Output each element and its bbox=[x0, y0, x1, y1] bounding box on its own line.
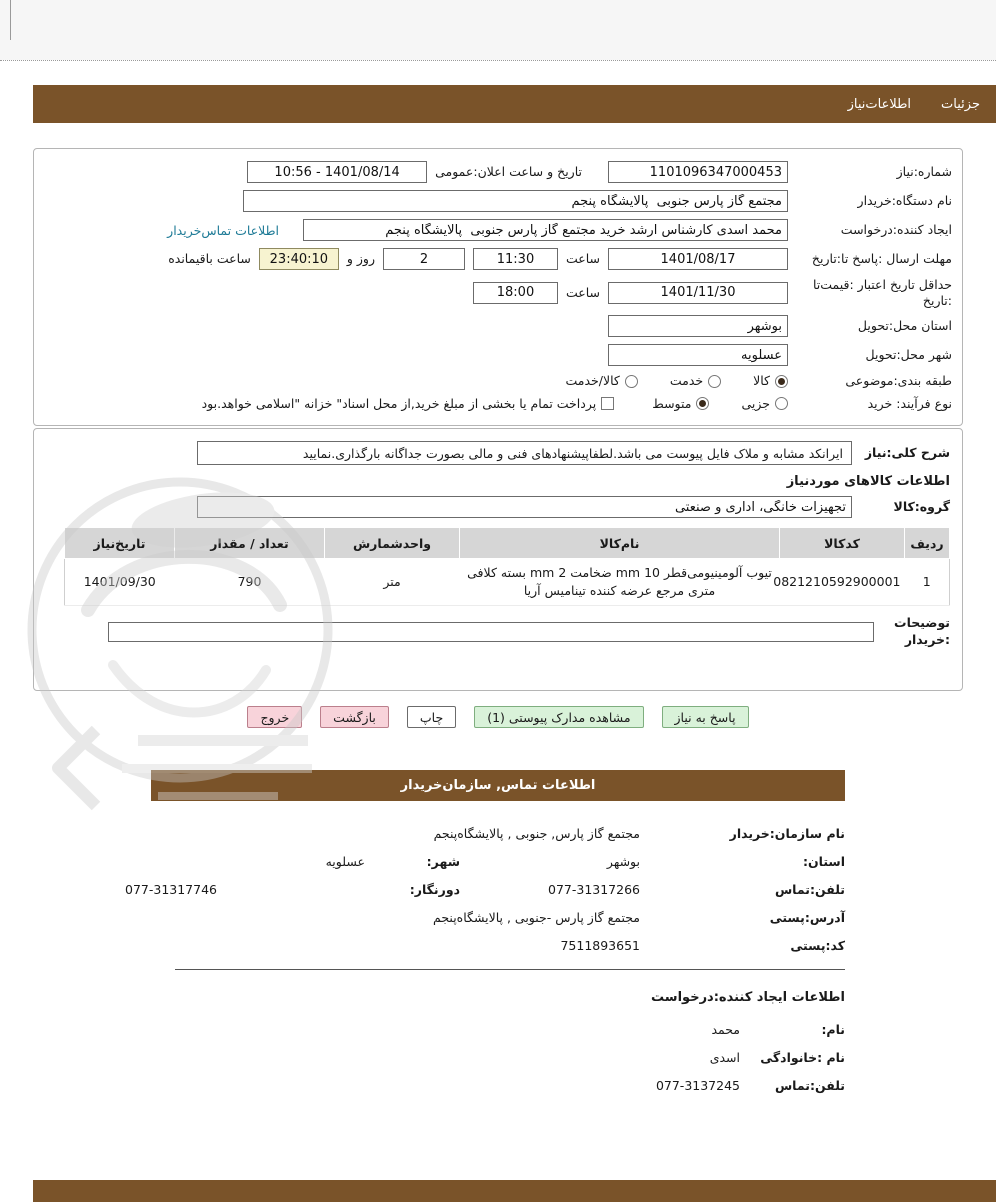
subject-category-label: طبقه بندی:موضوعی bbox=[845, 373, 952, 389]
request-creator-field[interactable] bbox=[303, 219, 788, 241]
row-creator-last-name bbox=[151, 1049, 845, 1067]
creator-last-name-value: اسدی bbox=[709, 1050, 740, 1065]
cell-row-no: 1 bbox=[905, 559, 950, 606]
row-goods-group bbox=[46, 496, 950, 518]
row-postal-code bbox=[151, 937, 845, 955]
delivery-province-field[interactable] bbox=[608, 315, 788, 337]
row-buyer-org bbox=[44, 190, 952, 212]
buyer-notes-label: توضیحات :خریدار bbox=[894, 615, 950, 647]
creator-last-name-label: نام :خانوادگی bbox=[760, 1050, 845, 1065]
treasury-checkbox-icon bbox=[601, 397, 614, 410]
deadline-hour-label: ساعت bbox=[565, 251, 600, 267]
need-number-field[interactable] bbox=[608, 161, 788, 183]
creator-phone-label: تلفن:تماس bbox=[774, 1078, 845, 1093]
announce-datetime-label: تاریخ و ساعت اعلان:عمومی bbox=[435, 164, 582, 180]
row-province-city bbox=[151, 853, 845, 871]
deadline-date-field[interactable] bbox=[608, 248, 788, 270]
row-buyer-notes bbox=[46, 615, 950, 648]
org-fax-label: دورنگار: bbox=[409, 882, 460, 897]
dotted-separator bbox=[0, 60, 996, 61]
top-left-tick bbox=[10, 0, 11, 40]
creator-first-name-value: محمد bbox=[711, 1022, 740, 1037]
goods-group-field[interactable] bbox=[197, 496, 852, 518]
org-contact-title: اطلاعات تماس, سازمان‌خریدار bbox=[400, 778, 596, 793]
radio-goods-icon bbox=[775, 375, 788, 388]
delivery-province-label: استان محل:تحویل bbox=[857, 318, 952, 334]
org-province-label: استان: bbox=[802, 854, 845, 869]
row-purchase-process bbox=[44, 396, 952, 412]
org-fax-value: 077-31317746 bbox=[125, 882, 217, 897]
treasury-label: پرداخت تمام یا بخشی از مبلغ خرید,از محل اسناد" خزانه "اسلامی خواهد.بود bbox=[201, 395, 597, 411]
view-attachments-button[interactable]: مشاهده مدارک پیوستی (1) bbox=[474, 706, 643, 728]
item-details-panel bbox=[33, 428, 963, 691]
row-response-deadline bbox=[44, 248, 952, 270]
items-table-header-row bbox=[65, 528, 950, 559]
top-band bbox=[0, 0, 996, 60]
print-button[interactable]: چاپ bbox=[407, 706, 456, 728]
radio-service-icon bbox=[708, 375, 721, 388]
need-number-label: شماره:نیاز bbox=[896, 164, 952, 180]
row-org-name bbox=[151, 825, 845, 843]
delivery-city-field[interactable] bbox=[608, 344, 788, 366]
row-price-validity bbox=[44, 277, 952, 308]
cell-quantity: 790 bbox=[175, 559, 325, 606]
buyer-notes-field[interactable] bbox=[108, 622, 874, 642]
row-creator-phone bbox=[151, 1077, 845, 1095]
row-need-number bbox=[44, 161, 952, 183]
col-header-row-no: ردیف bbox=[905, 528, 950, 559]
radio-option-minor[interactable] bbox=[741, 396, 788, 412]
radio-option-service[interactable] bbox=[670, 373, 721, 389]
radio-service-label: خدمت bbox=[669, 373, 704, 389]
announce-datetime-field[interactable] bbox=[247, 161, 427, 183]
creator-phone-value: 077-3137245 bbox=[655, 1078, 740, 1093]
creator-info-title: اطلاعات ایجاد کننده:درخواست bbox=[651, 990, 845, 1005]
delivery-city-label: شهر محل:تحویل bbox=[865, 347, 952, 363]
radio-minor-label: جزیی bbox=[741, 395, 770, 411]
org-address-value: مجتمع گاز پارس -جنوبی , پالایشگاه‌پنجم bbox=[433, 910, 640, 925]
creator-first-name-label: نام: bbox=[821, 1022, 845, 1037]
row-postal-address bbox=[151, 909, 845, 927]
org-address-label: آدرس:پستی bbox=[769, 910, 845, 925]
goods-group-label: گروه:کالا bbox=[893, 499, 950, 515]
days-and-label: روز و bbox=[346, 251, 375, 267]
validity-time-field[interactable] bbox=[473, 282, 558, 304]
radio-option-goods-service[interactable] bbox=[565, 373, 637, 389]
radio-option-medium[interactable] bbox=[652, 396, 709, 412]
request-creator-label: ایجاد کننده:درخواست bbox=[840, 222, 952, 238]
org-contact-title-bar bbox=[151, 770, 845, 801]
radio-minor-icon bbox=[775, 397, 788, 410]
exit-button[interactable]: خروج bbox=[247, 706, 302, 728]
row-creator-first-name bbox=[151, 1021, 845, 1039]
col-header-item-code: کدکالا bbox=[780, 528, 905, 559]
action-button-bar bbox=[0, 706, 996, 728]
deadline-time-field[interactable] bbox=[473, 248, 558, 270]
row-need-description bbox=[46, 441, 950, 465]
tab-bar bbox=[33, 85, 996, 123]
tab-details[interactable]: جزئیات bbox=[941, 96, 980, 112]
back-button[interactable]: بازگشت bbox=[320, 706, 389, 728]
cell-item-code: 0821210592900001 bbox=[780, 559, 905, 606]
validity-hour-label: ساعت bbox=[565, 284, 600, 300]
row-delivery-province bbox=[44, 315, 952, 337]
row-phone-fax bbox=[125, 881, 845, 899]
items-table bbox=[64, 527, 950, 606]
table-row bbox=[65, 559, 950, 606]
radio-goods-service-label: کالا/خدمت bbox=[565, 373, 620, 389]
need-details-panel bbox=[33, 148, 963, 426]
section-divider bbox=[175, 969, 845, 970]
tab-need-info[interactable]: اطلاعات‌نیاز bbox=[847, 96, 912, 112]
buyer-org-field[interactable] bbox=[243, 190, 788, 212]
bottom-brown-bar bbox=[33, 1180, 996, 1202]
validity-date-field[interactable] bbox=[608, 282, 788, 304]
purchase-process-label: نوع فرآیند: خرید bbox=[867, 395, 952, 411]
radio-goods-label: کالا bbox=[753, 373, 770, 389]
cell-need-date: 1401/09/30 bbox=[65, 559, 175, 606]
cell-unit: متر bbox=[325, 559, 460, 606]
org-zip-label: کد:پستی bbox=[790, 938, 845, 953]
radio-medium-label: متوسط bbox=[652, 395, 692, 411]
org-zip-value: 7511893651 bbox=[560, 938, 640, 953]
col-header-quantity: تعداد / مقدار bbox=[175, 528, 325, 559]
org-province-value: بوشهر bbox=[606, 854, 640, 869]
radio-medium-icon bbox=[696, 397, 709, 410]
respond-button[interactable]: پاسخ به نیاز bbox=[662, 706, 749, 728]
need-description-label: شرح کلی:نیاز bbox=[864, 445, 950, 461]
row-delivery-city bbox=[44, 344, 952, 366]
remaining-hours-label: ساعت باقیمانده bbox=[168, 251, 251, 267]
org-phone-value: 077-31317266 bbox=[548, 882, 640, 897]
col-header-need-date: تاریخ‌نیاز bbox=[65, 528, 175, 559]
price-validity-label: حداقل تاریخ اعتبار :قیمت‌تا :تاریخ bbox=[812, 277, 952, 308]
need-description-box: ایرانکد مشابه و ملاک فایل پیوست می باشد.لطفاپیشنهادهای فنی و مالی بصورت جداگانه بارگذاری.نمایید bbox=[197, 441, 852, 465]
checkbox-option-treasury[interactable] bbox=[202, 396, 615, 412]
col-header-unit: واحدشمارش bbox=[325, 528, 460, 559]
goods-info-heading: اطلاعات کالاهای موردنیاز bbox=[786, 474, 950, 489]
radio-option-goods[interactable] bbox=[753, 373, 788, 389]
remaining-time-field[interactable] bbox=[259, 248, 339, 270]
buyer-org-label: نام دستگاه:خریدار bbox=[857, 193, 952, 209]
response-deadline-label: مهلت ارسال :پاسخ تا:تاریخ bbox=[811, 251, 952, 267]
row-subject-category bbox=[44, 373, 952, 389]
org-name-label: نام سازمان:خریدار bbox=[729, 826, 845, 841]
org-name-value: مجتمع گاز پارس, جنوبی , پالایشگاه‌پنجم bbox=[433, 826, 640, 841]
buyer-contact-link[interactable]: اطلاعات تماس‌خریدار bbox=[167, 222, 279, 238]
org-contact-block bbox=[125, 825, 845, 1105]
org-city-label: شهر: bbox=[426, 854, 460, 869]
cell-item-name: تیوب آلومینیومی‌قطر 10 mm ضخامت 2 mm بسته کلافی متری مرجع عرضه کننده تینامیس آریا bbox=[460, 559, 780, 606]
col-header-item-name: نام‌کالا bbox=[460, 528, 780, 559]
org-phone-label: تلفن:تماس bbox=[774, 882, 845, 897]
org-city-value: عسلویه bbox=[325, 854, 365, 869]
remaining-days-field[interactable] bbox=[383, 248, 465, 270]
row-request-creator bbox=[44, 219, 952, 241]
radio-goods-service-icon bbox=[625, 375, 638, 388]
